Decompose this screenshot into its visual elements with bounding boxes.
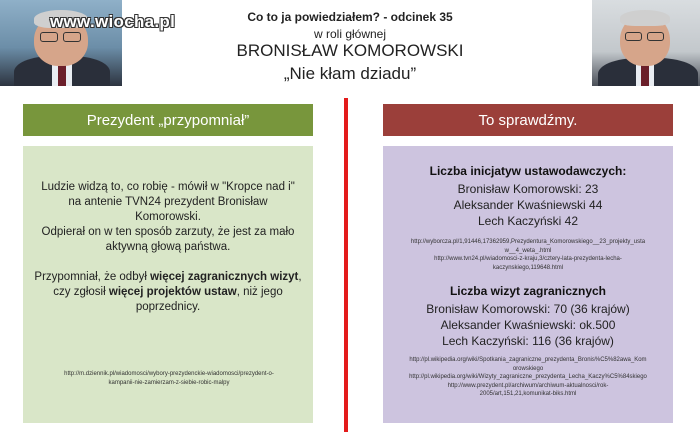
bills-section-title: Liczba inicjatyw ustawodawczych: xyxy=(429,164,627,178)
statement-line: aktywną głową państwa. xyxy=(105,241,231,253)
left-panel xyxy=(23,146,313,423)
bills-sources xyxy=(391,238,665,272)
claim-paragraph xyxy=(23,270,313,315)
right-panel xyxy=(383,146,673,423)
bills-item: Aleksander Kwaśniewski 44 xyxy=(453,198,603,212)
claim-line xyxy=(23,270,313,285)
visits-sources xyxy=(391,356,665,399)
episode-subtitle: w roli głównej xyxy=(313,27,387,41)
source-link-line: w__4_weta_.html xyxy=(504,247,552,254)
claim-line xyxy=(23,285,313,300)
statement-line: Komorowski. xyxy=(135,211,201,223)
source-link-line: http://pl.wikipedia.org/wiki/Wizyty_zagraniczne_prezydenta_Lecha_Kaczy%C5%84skiego xyxy=(409,374,647,380)
source-link-line: orowskiego xyxy=(512,365,544,372)
visits-item: Aleksander Kwaśniewski: ok.500 xyxy=(440,318,616,332)
source-link-line: http://www.tvn24.pl/wiadomosci-z-kraju,3/cztery-lata-prezydenta-lecha- xyxy=(434,256,622,262)
center-divider xyxy=(344,98,348,432)
portrait-photo-right xyxy=(592,0,700,86)
watermark: www.wiocha.pl xyxy=(50,12,176,31)
claim-text: Przypomniał, że odbył xyxy=(34,271,151,283)
source-link-line: http://m.dziennik.pl/wiadomosci/wybory-prezydenckie-wiadomosci/prezydent-o- xyxy=(64,371,274,377)
left-column-heading: Prezydent „przypomniał” xyxy=(23,104,313,136)
claim-text: , xyxy=(298,271,302,283)
claim-bold: więcej projektów ustaw xyxy=(108,286,237,298)
claim-text: czy zgłosił xyxy=(53,286,109,298)
source-link xyxy=(35,370,303,388)
source-link-line: http://wyborcza.pl/1,91446,17362959,Prezydentura_Komorowskiego__23_projekty_usta xyxy=(410,239,646,245)
bills-item: Bronisław Komorowski: 23 xyxy=(457,182,599,196)
statement-line: na antenie TVN24 prezydent Bronisław xyxy=(68,196,268,208)
episode-title: Co to ja powiedziałem? - odcinek 35 xyxy=(247,10,453,24)
right-column-heading: To sprawdźmy. xyxy=(383,104,673,136)
source-link-line: http://www.prezydent.pl/archiwum/archiwum-aktualnosci/rok- xyxy=(447,382,609,389)
source-link-line: kampanii-nie-zamierzam-z-siebie-robic-malpy xyxy=(108,380,230,386)
claim-text: , niż jego xyxy=(236,286,283,298)
source-link-line: kaczynskiego,119648.html xyxy=(492,264,564,271)
claim-bold: więcej zagranicznych wizyt xyxy=(150,271,299,283)
visits-item: Bronisław Komorowski: 70 (36 krajów) xyxy=(426,302,630,316)
bills-item: Lech Kaczyński 42 xyxy=(477,214,579,228)
visits-item: Lech Kaczyński: 116 (36 krajów) xyxy=(442,334,614,348)
source-link-line: http://pl.wikipedia.org/wiki/Spotkania_zagraniczne_prezydenta_Bronis%C5%82awa_Kom xyxy=(409,357,647,363)
statement-line: Odpierał on w ten sposób zarzuty, że jest za mało xyxy=(41,226,295,238)
person-name: BRONISŁAW KOMOROWSKI xyxy=(236,41,464,60)
header xyxy=(0,0,700,92)
episode-slogan: „Nie kłam dziadu” xyxy=(283,64,417,83)
statement-line: Ludzie widzą to, co robię - mówił w "Kropce nad i" xyxy=(41,181,295,193)
statement-paragraph xyxy=(23,180,313,255)
claim-line: poprzednicy. xyxy=(135,301,201,313)
visits-section-title: Liczba wizyt zagranicznych xyxy=(449,284,607,298)
source-link-line: 2005/art,151,21,komunikat-biks.html xyxy=(479,391,577,397)
